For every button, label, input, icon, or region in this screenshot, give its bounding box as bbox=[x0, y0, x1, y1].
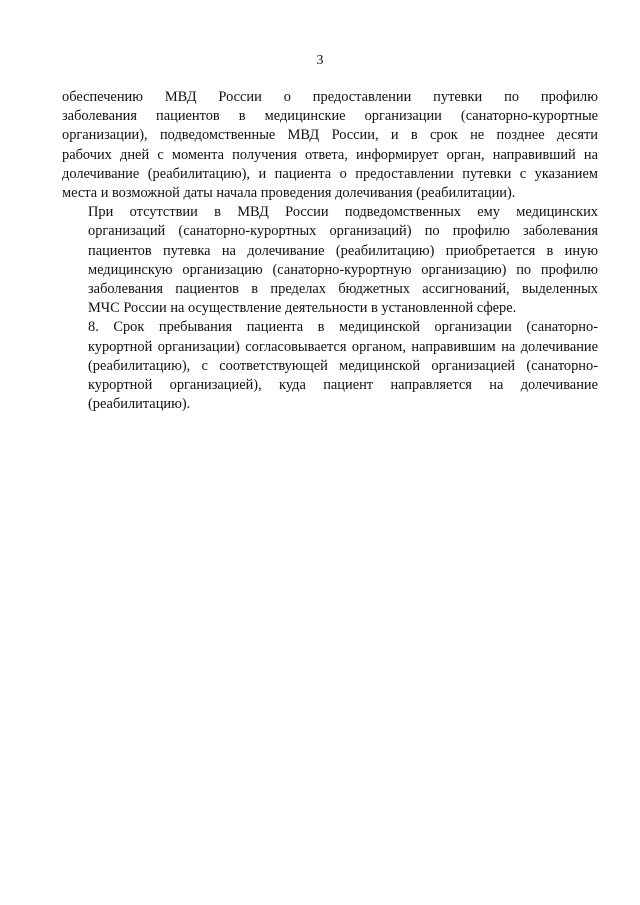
paragraph-3-item-8 bbox=[62, 318, 598, 414]
text-line: заболевания пациентов в медицинские организации (санаторно-курортные bbox=[62, 108, 598, 125]
paragraph-1 bbox=[62, 88, 598, 203]
text-line: (реабилитацию). bbox=[88, 396, 191, 413]
text-line: медицинскую организацию (санаторно-курортную организацию) по профилю bbox=[88, 261, 598, 278]
text-line: места и возможной даты начала проведения долечивания (реабилитации). bbox=[62, 185, 516, 202]
text-line: При отсутствии в МВД России подведомственных ему медицинских bbox=[88, 204, 598, 221]
text-line: пациентов путевка на долечивание (реабилитацию) приобретается в иную bbox=[88, 242, 598, 259]
text-line: курортной организацией), куда пациент направляется на долечивание bbox=[88, 377, 598, 394]
paragraph-2 bbox=[62, 203, 598, 318]
text-line: (реабилитацию), с соответствующей медицинской организацией (санаторно- bbox=[88, 357, 598, 374]
text-line: организации), подведомственные МВД России, и в срок не позднее десяти bbox=[62, 127, 598, 144]
text-line: 8. Срок пребывания пациента в медицинской организации (санаторно- bbox=[88, 319, 598, 336]
document-body bbox=[62, 88, 598, 414]
text-line: рабочих дней с момента получения ответа, информирует орган, направивший на bbox=[62, 146, 598, 163]
text-line: заболевания пациентов в пределах бюджетных ассигнований, выделенных bbox=[88, 281, 598, 298]
page-number: 3 bbox=[316, 53, 324, 68]
text-line: курортной организации) согласовывается органом, направившим на долечивание bbox=[88, 338, 598, 355]
text-line: МЧС России на осуществление деятельности в установленной сфере. bbox=[88, 300, 517, 317]
text-line: организаций (санаторно-курортных организаций) по профилю заболевания bbox=[88, 223, 598, 240]
text-line: долечивание (реабилитацию), и пациента о предоставлении путевки с указанием bbox=[62, 165, 598, 182]
text-line: обеспечению МВД России о предоставлении путевки по профилю bbox=[62, 89, 598, 105]
